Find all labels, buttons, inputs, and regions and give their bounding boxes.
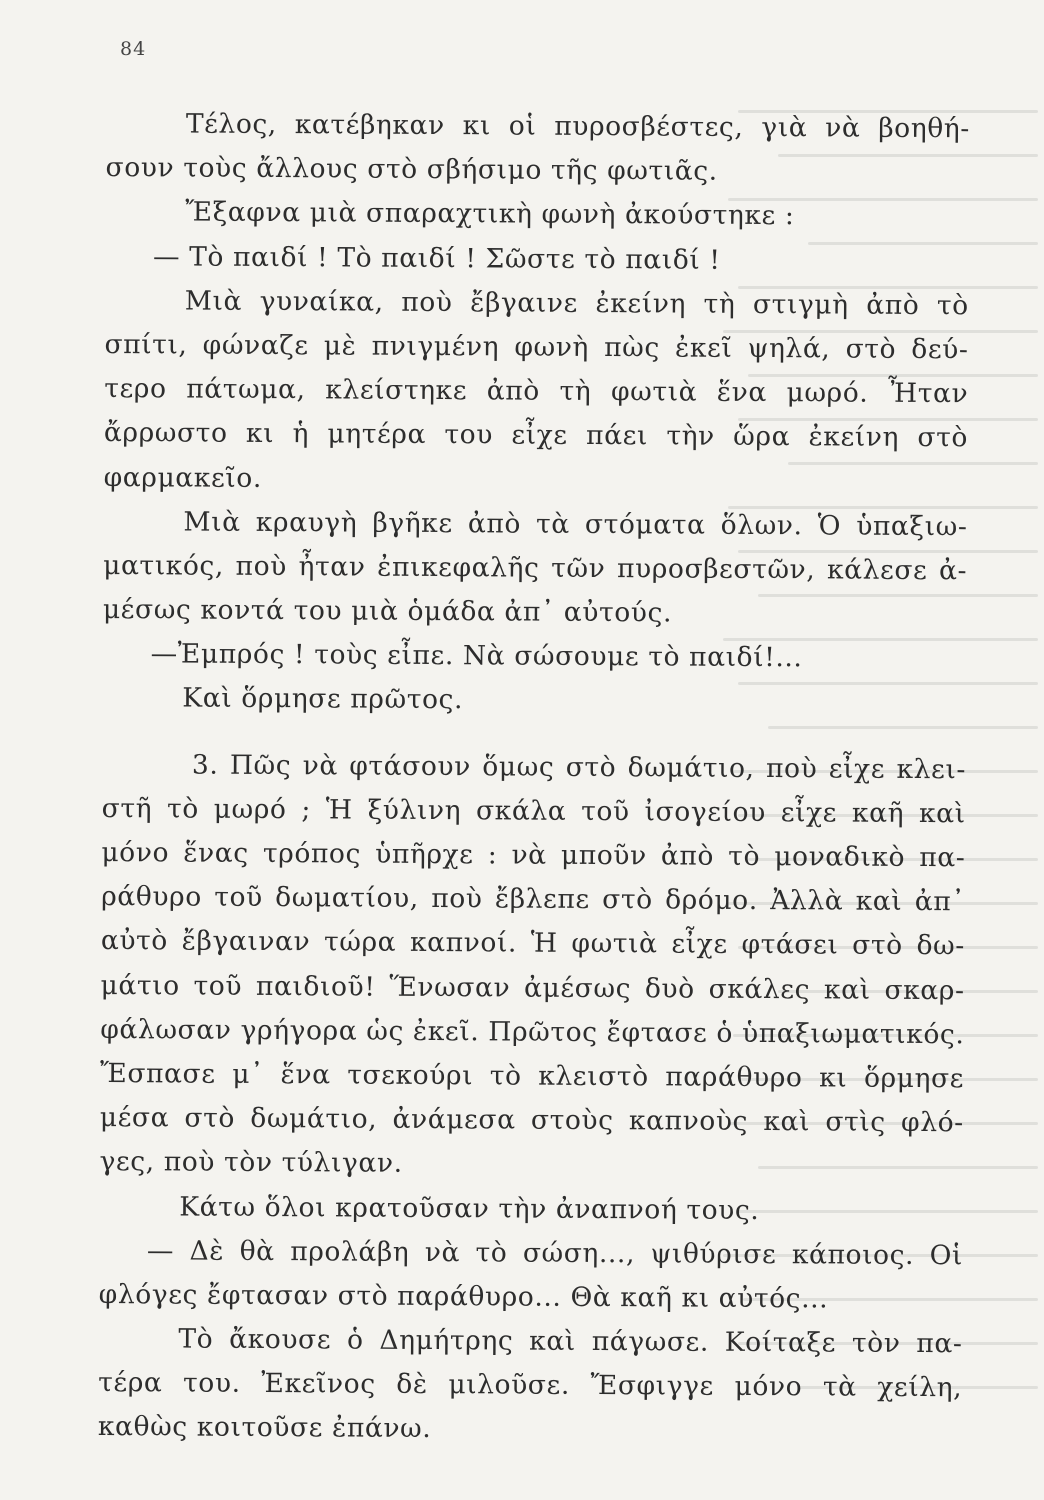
- text-line: Τὸ ἄκουσε ὁ Δημήτρης καὶ πάγωσε. Κοίταξε τὸν πα-: [178, 1323, 963, 1360]
- page-number: 84: [120, 38, 147, 60]
- body-text: [98, 102, 970, 1455]
- text-line: Κάτω ὅλοι κρατοῦσαν τὴν ἀναπνοή τους.: [179, 1190, 760, 1226]
- text-line: — Δὲ θὰ προλάβη νὰ τὸ σώση..., ψιθύρισε κάποιος. Οἱ: [146, 1234, 964, 1271]
- text-line: 3. Πῶς νὰ φτάσουν ὅμως στὸ δωμάτιο, ποὺ εἶχε κλει-: [191, 749, 967, 785]
- text-line: τερο πάτωμα, κλείστηκε ἀπὸ τὴ φωτιὰ ἕνα μωρό. Ἦταν: [104, 373, 969, 410]
- text-line: γες, ποὺ τὸν τύλιγαν.: [99, 1146, 403, 1180]
- text-line: αὐτὸ ἔβγαιναν τώρα καπνοί. Ἡ φωτιὰ εἶχε φτάσει στὸ δω-: [100, 925, 965, 962]
- text-line: Μιὰ κραυγὴ βγῆκε ἀπὸ τὰ στόματα ὅλων. Ὁ ὑπαξιω-: [183, 506, 968, 542]
- text-line: Τέλος, κατέβηκαν κι οἱ πυροσβέστες, γιὰ νὰ βοηθή-: [185, 108, 970, 145]
- text-line: Καὶ ὅρμησε πρῶτος.: [182, 682, 464, 716]
- text-line: —Ἐμπρός ! τοὺς εἶπε. Νὰ σώσουμε τὸ παιδί!...: [150, 638, 803, 674]
- text-line: μέσως κοντά του μιὰ ὁμάδα ἀπ᾽ αὐτούς.: [102, 594, 673, 629]
- text-line: τέρα του. Ἐκεῖνος δὲ μιλοῦσε. Ἔσφιγγε μόνο τὰ χείλη,: [98, 1367, 963, 1404]
- text-line: μέσα στὸ δωμάτιο, ἀνάμεσα στοὺς καπνοὺς καὶ στὶς φλό-: [99, 1102, 964, 1139]
- text-line: φλόγες ἔφτασαν στὸ παράθυρο... Θὰ καῆ κι αὐτός...: [98, 1278, 829, 1315]
- text-line: φάλωσαν γρήγορα ὡς ἐκεῖ. Πρῶτος ἔφτασε ὁ ὑπαξιωματικός.: [100, 1013, 965, 1051]
- text-line: μάτιο τοῦ παιδιοῦ! Ἕνωσαν ἀμέσως δυὸ σκάλες καὶ σκαρ-: [100, 969, 965, 1006]
- text-line: ράθυρο τοῦ δωματίου, ποὺ ἔβλεπε στὸ δρόμο. Ἀλλὰ καὶ ἀπ᾽: [101, 881, 966, 918]
- text-line: σπίτι, φώναζε μὲ πνιγμένη φωνὴ πὼς ἐκεῖ ψηλά, στὸ δεύ-: [104, 328, 969, 366]
- text-line: στῆ τὸ μωρό ; Ἡ ξύλινη σκάλα τοῦ ἰσογείου εἶχε καῆ καὶ: [101, 792, 966, 830]
- text-line: Ἔσπασε μ᾽ ἕνα τσεκούρι τὸ κλειστὸ παράθυρο κι ὅρμησε: [99, 1057, 965, 1095]
- text-line: φαρμακεῖο.: [103, 461, 263, 494]
- text-line: ματικός, ποὺ ἦταν ἐπικεφαλῆς τῶν πυροσβεστῶν, κάλεσε ἀ-: [103, 549, 968, 587]
- text-line: μόνο ἕνας τρόπος ὑπῆρχε : νὰ μποῦν ἀπὸ τὸ μοναδικὸ πα-: [101, 836, 966, 874]
- text-line: Ἔξαφνα μιὰ σπαραχτικὴ φωνὴ ἀκούστηκε :: [185, 196, 795, 232]
- text-line: ἄρρωστο κι ἡ μητέρα του εἶχε πάει τὴν ὥρα ἐκείνη στὸ: [103, 417, 969, 454]
- text-line: σουν τοὺς ἄλλους στὸ σβήσιμο τῆς φωτιᾶς.: [105, 152, 718, 187]
- text-line: Μιὰ γυναίκα, ποὺ ἔβγαινε ἐκείνη τὴ στιγμὴ ἀπὸ τὸ: [184, 285, 969, 322]
- text-line: καθὼς κοιτοῦσε ἐπάνω.: [97, 1411, 432, 1445]
- text-line: — Τὸ παιδί ! Τὸ παιδί ! Σῶστε τὸ παιδί !: [152, 240, 721, 276]
